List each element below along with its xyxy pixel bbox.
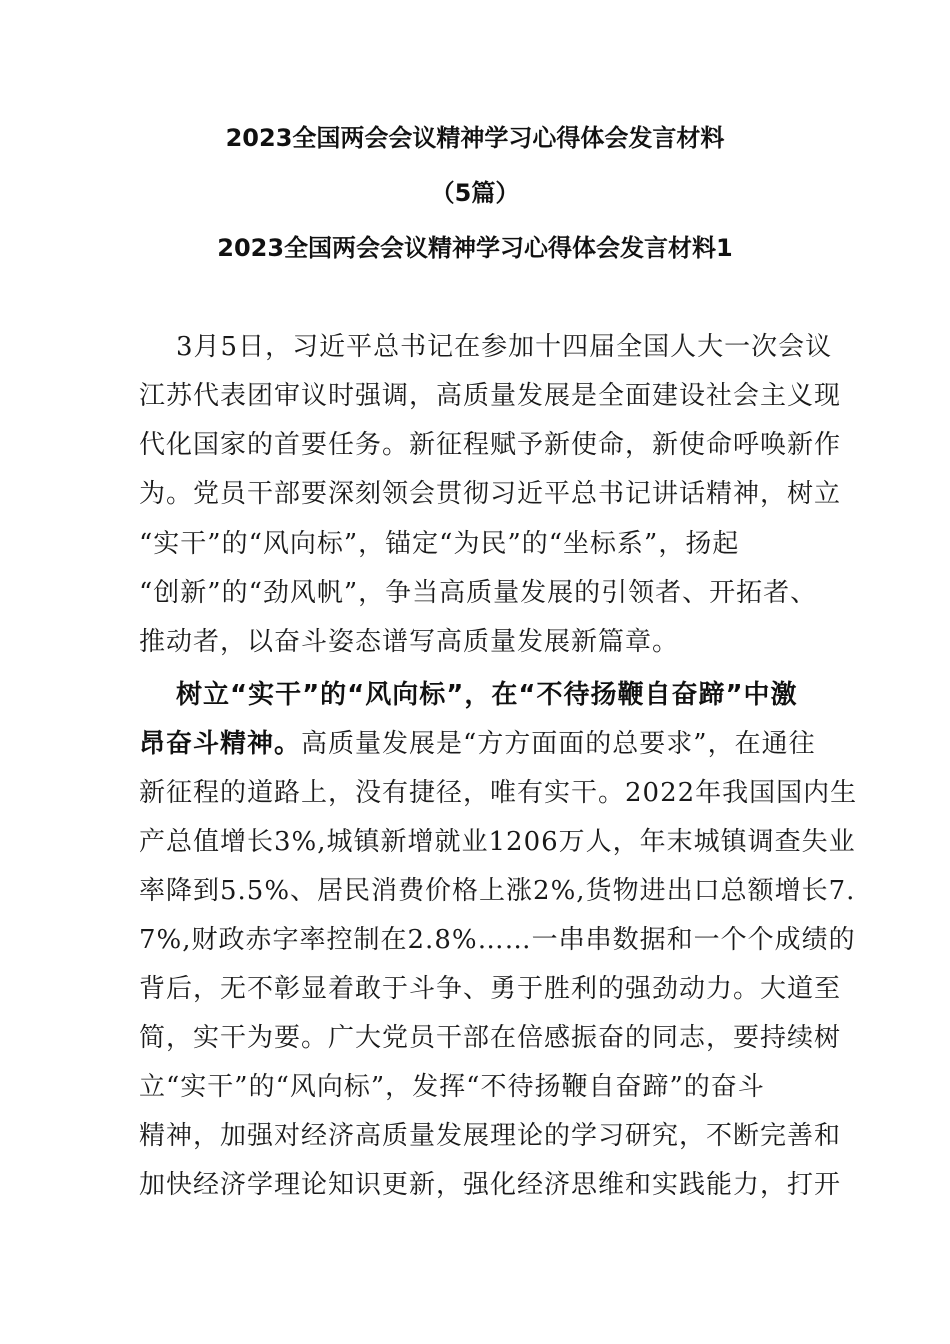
paragraph-line: “创新”的“劲风帆”，争当高质量发展的引领者、开拓者、 [139,578,818,608]
paragraph-line: 精神，加强对经济高质量发展理论的学习研究，不断完善和 [139,1121,842,1151]
paragraph-line: 简，实干为要。广大党员干部在倍感振奋的同志，要持续树 [139,1023,842,1053]
paragraph-line: 背后，无不彰显着敢于斗争、勇于胜利的强劲动力。大道至 [139,974,842,1004]
paragraph-line: 立“实干”的“风向标”，发挥“不待扬鞭自奋蹄”的奋斗 [139,1072,765,1102]
paragraph-line: 推动者，以奋斗姿态谱写高质量发展新篇章。 [139,627,680,657]
paragraph-heading: 树立“实干”的“风向标”，在“不待扬鞭自奋蹄”中激 [176,680,798,710]
document-count: （5篇） [430,179,520,207]
paragraph-line: 代化国家的首要任务。新征程赋予新使命，新使命呼唤新作 [139,430,842,460]
paragraph-line: 3月5日，习近平总书记在参加十四届全国人大一次会议 [176,332,833,362]
paragraph-line: “实干”的“风向标”，锚定“为民”的“坐标系”，扬起 [139,529,740,559]
paragraph-line: 率降到5.5%、居民消费价格上涨2%,货物进出口总额增长7. [139,876,856,906]
paragraph-heading-end: 昂奋斗精神。 [139,729,302,759]
paragraph-line: 为。党员干部要深刻领会贯彻习近平总书记讲话精神，树立 [139,479,842,509]
document-title: 2023全国两会会议精神学习心得体会发言材料 [225,124,725,152]
paragraph-line: 产总值增长3%,城镇新增就业1206万人，年末城镇调查失业 [139,827,856,857]
paragraph-line: 加快经济学理论知识更新，强化经济思维和实践能力，打开 [139,1170,842,1200]
paragraph-line: 新征程的道路上，没有捷径，唯有实干。2022年我国国内生 [139,778,858,808]
section-title: 2023全国两会会议精神学习心得体会发言材料1 [217,234,733,262]
paragraph-line: 江苏代表团审议时强调，高质量发展是全面建设社会主义现 [139,381,842,411]
paragraph-line [139,726,816,762]
paragraph-line: 7%,财政赤字率控制在2.8%……一串串数据和一个个成绩的 [139,925,856,955]
paragraph-text: 高质量发展是“方方面面的总要求”，在通往 [301,729,816,759]
